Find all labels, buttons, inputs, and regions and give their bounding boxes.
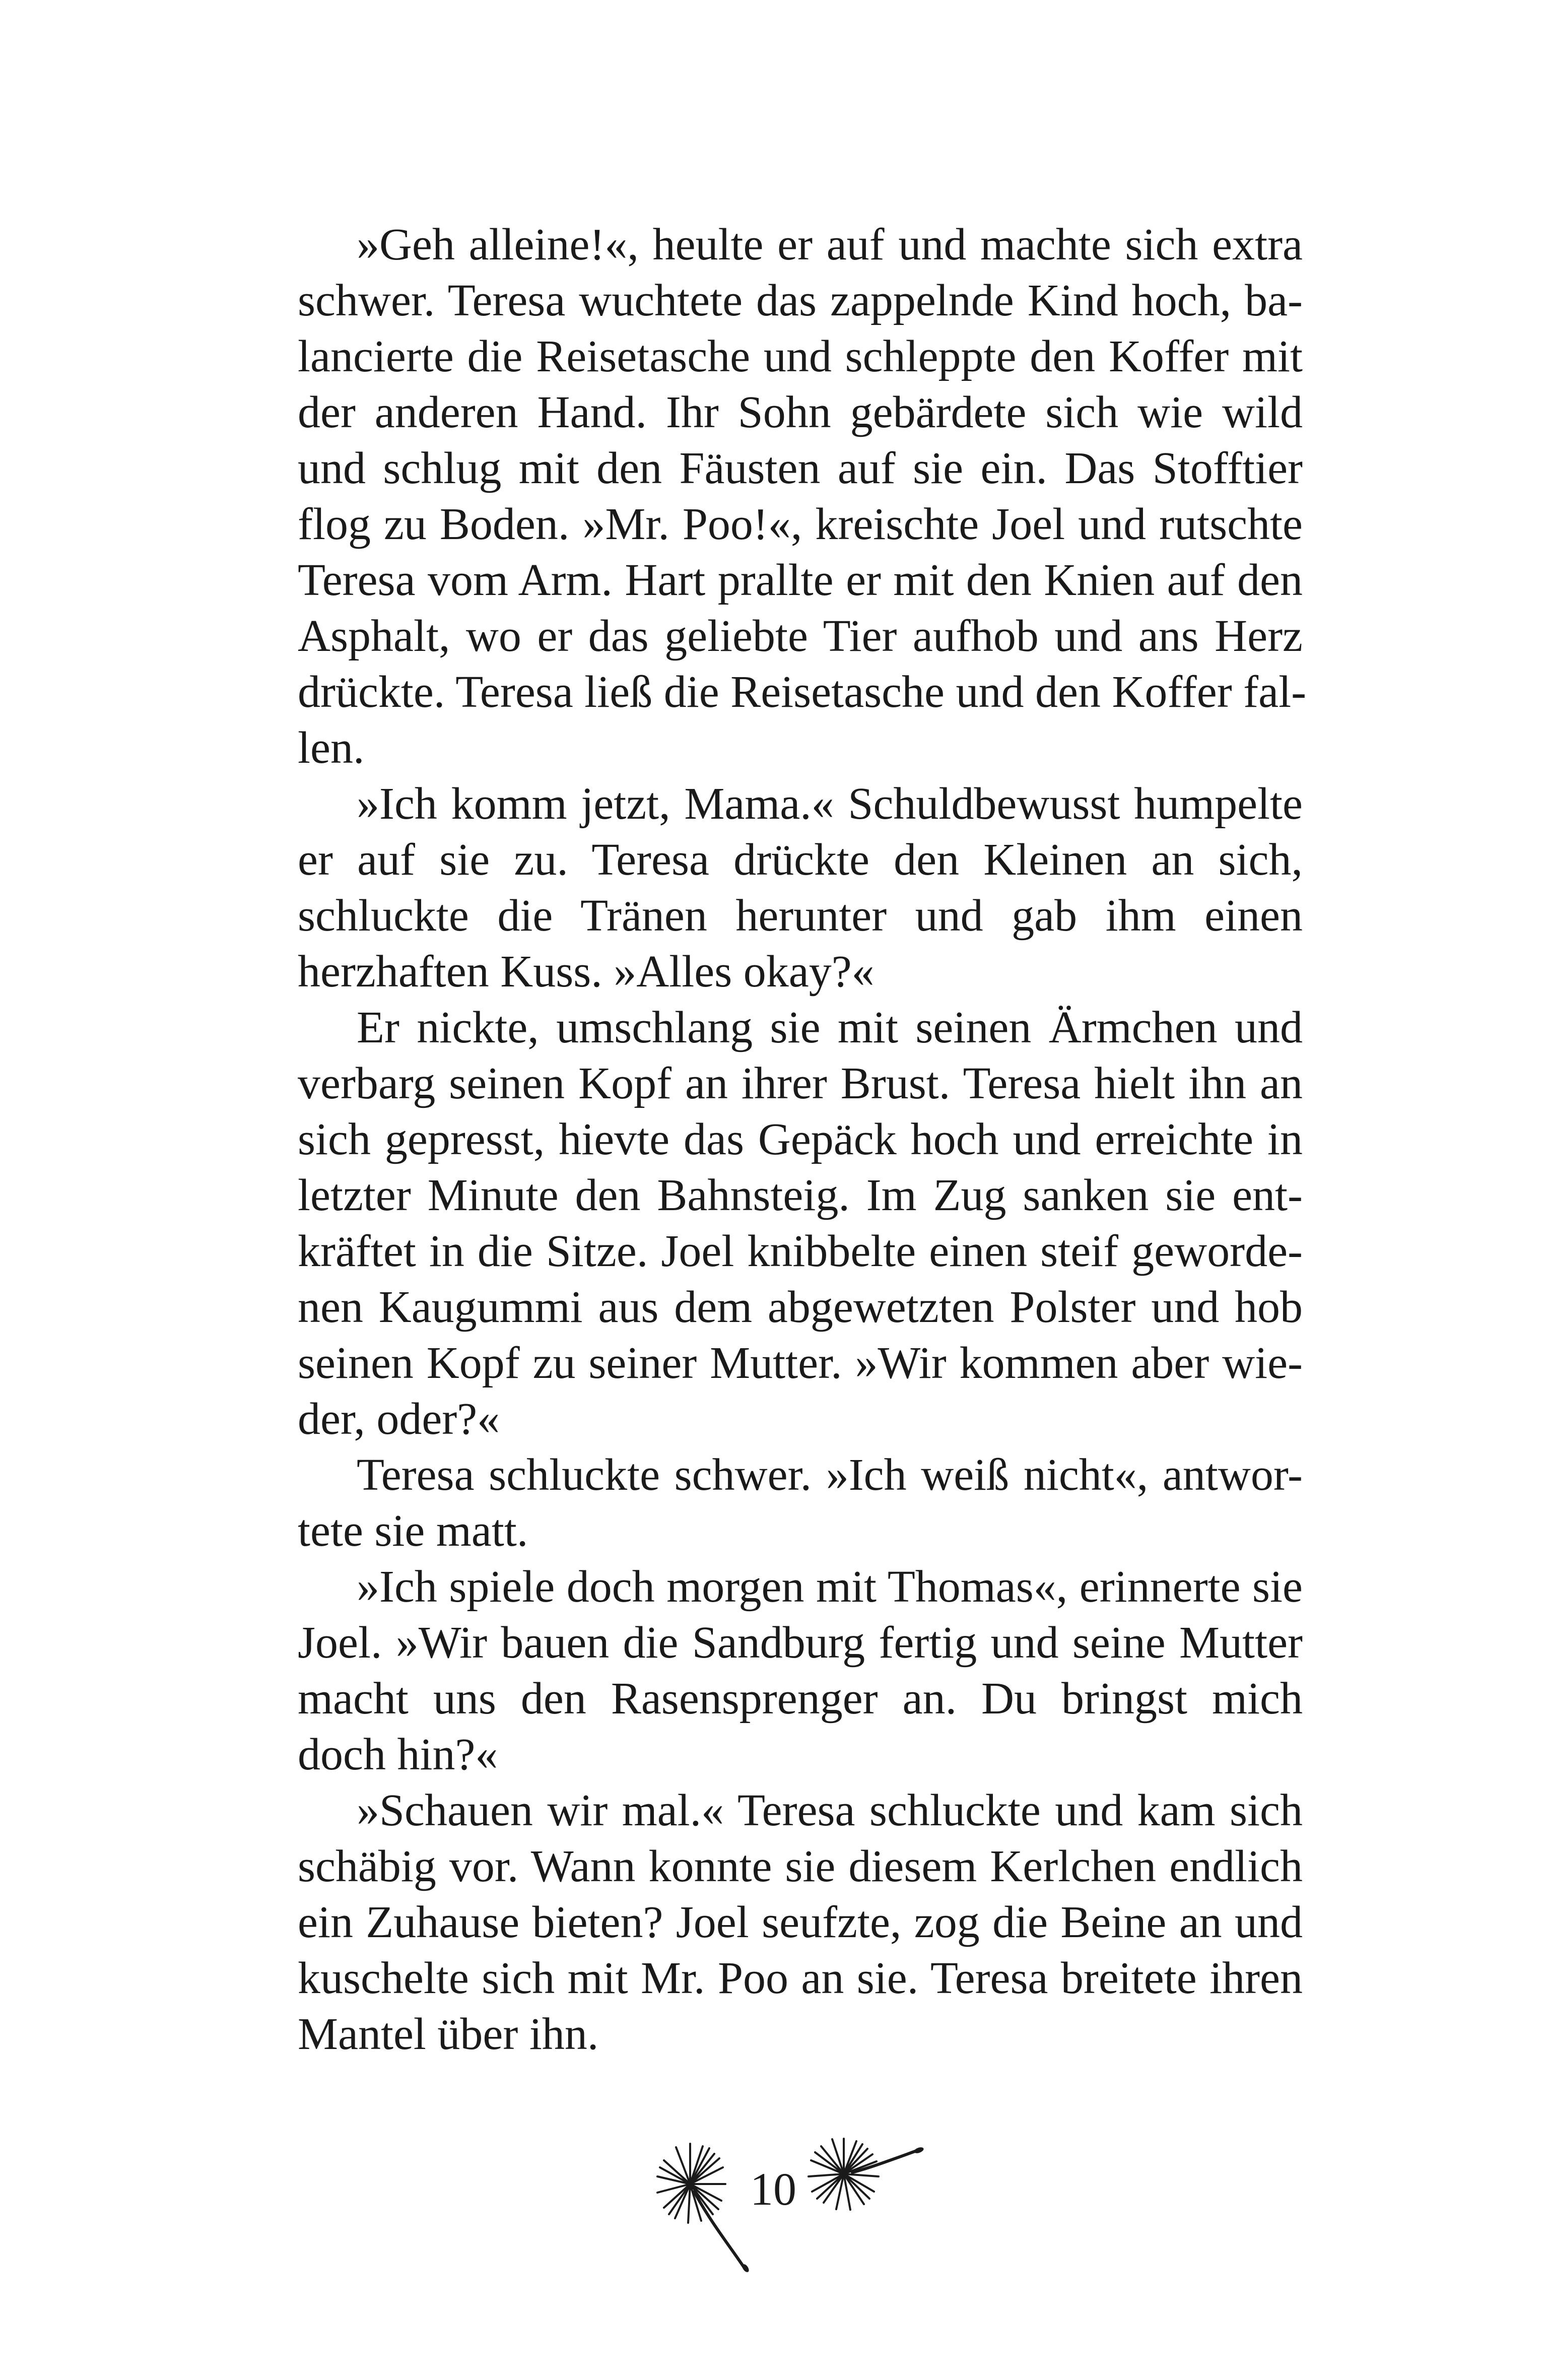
text-line: kuschelte sich mit Mr. Poo an sie. Teresa breitete ihren <box>298 1953 1303 2003</box>
text-line: schluckte die Tränen herunter und gab ihm einen <box>298 891 1303 941</box>
text-line: doch hin?« <box>298 1730 498 1779</box>
text-line: ein Zuhause bieten? Joel seufzte, zog die Beine an und <box>298 1897 1303 1947</box>
text-line: Teresa vom Arm. Hart prallte er mit den Knien auf den <box>298 555 1303 605</box>
text-line: lancierte die Reisetasche und schleppte den Koffer mit <box>298 332 1303 381</box>
page-number: 10 <box>750 2163 796 2215</box>
text-line: Teresa schluckte schwer. »Ich weiß nicht«, antwor- <box>357 1450 1303 1500</box>
text-line: herzhaften Kuss. »Alles okay?« <box>298 947 875 997</box>
page-footer <box>0 2121 1547 2272</box>
text-line: len. <box>298 723 365 773</box>
text-line: »Schauen wir mal.« Teresa schluckte und kam sich <box>357 1786 1303 1835</box>
text-line: kräftet in die Sitze. Joel knibbelte einen steif geworde- <box>298 1226 1303 1276</box>
text-line: der anderen Hand. Ihr Sohn gebärdete sich wie wild <box>298 387 1303 437</box>
text-line: Mantel über ihn. <box>298 2009 599 2059</box>
text-line: macht uns den Rasensprenger an. Du bringst mich <box>298 1674 1303 1724</box>
body-text <box>298 217 1307 2062</box>
text-line: und schlug mit den Fäusten auf sie ein. Das Stofftier <box>298 443 1303 493</box>
text-line: schäbig vor. Wann konnte sie diesem Kerlchen endlich <box>298 1841 1303 1891</box>
text-line: Er nickte, umschlang sie mit seinen Ärmchen und <box>357 1003 1303 1052</box>
text-line: seinen Kopf zu seiner Mutter. »Wir kommen aber wie- <box>298 1338 1303 1388</box>
text-line: drückte. Teresa ließ die Reisetasche und den Koffer fal- <box>298 667 1307 717</box>
text-line: er auf sie zu. Teresa drückte den Kleinen an sich, <box>298 835 1303 885</box>
text-line: Asphalt, wo er das geliebte Tier aufhob und ans Herz <box>298 611 1303 661</box>
text-line: Joel. »Wir bauen die Sandburg fertig und seine Mutter <box>298 1618 1303 1668</box>
text-line: »Ich spiele doch morgen mit Thomas«, erinnerte sie <box>357 1562 1303 1612</box>
text-line: nen Kaugummi aus dem abgewetzten Polster und hob <box>298 1282 1303 1332</box>
dandelion-seed-icon <box>806 2136 927 2217</box>
text-line: flog zu Boden. »Mr. Poo!«, kreischte Joel und rutschte <box>298 499 1303 549</box>
text-line: »Geh alleine!«, heulte er auf und machte sich extra <box>357 220 1303 270</box>
text-line: »Ich komm jetzt, Mama.« Schuldbewusst humpelte <box>357 779 1303 829</box>
text-line: schwer. Teresa wuchtete das zappelnde Kind hoch, ba- <box>298 276 1303 325</box>
text-line: der, oder?« <box>298 1394 500 1444</box>
text-line: letzter Minute den Bahnsteig. Im Zug sanken sie ent- <box>298 1170 1303 1220</box>
text-line: sich gepresst, hievte das Gepäck hoch und erreichte in <box>298 1114 1303 1164</box>
text-line: tete sie matt. <box>298 1506 528 1556</box>
text-line: verbarg seinen Kopf an ihrer Brust. Teresa hielt ihn an <box>298 1059 1303 1108</box>
